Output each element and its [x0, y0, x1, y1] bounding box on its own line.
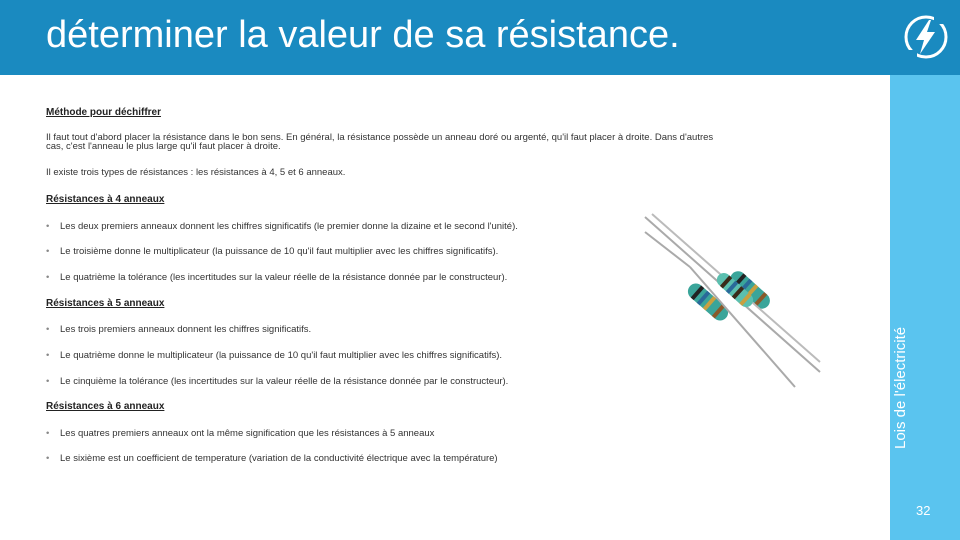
- bullet-icon: •: [46, 324, 50, 335]
- bullet-icon: •: [46, 246, 50, 257]
- title-bar: [0, 0, 890, 75]
- intro-line-1: Il faut tout d'abord placer la résistance dans le bon sens. En général, la résistance possède un anneau doré ou argenté, qu'il faut placer à droite. Dans d'autres: [46, 132, 714, 143]
- list-item: [46, 376, 508, 387]
- section-heading-6-rings: Résistances à 6 anneaux: [46, 401, 165, 412]
- section-heading-5-rings: Résistances à 5 anneaux: [46, 298, 165, 309]
- list-item-text: Le cinquième la tolérance (les incertitudes sur la valeur réelle de la résistance donnée par le constructeur).: [60, 376, 509, 387]
- types-line: Il existe trois types de résistances : les résistances à 4, 5 et 6 anneaux.: [46, 167, 346, 178]
- bullet-icon: •: [46, 272, 50, 283]
- page-number: 32: [916, 503, 931, 518]
- list-item-text: Les trois premiers anneaux donnent les chiffres significatifs.: [60, 324, 312, 335]
- list-item: [46, 324, 311, 335]
- list-item: [46, 428, 434, 439]
- bullet-icon: •: [46, 428, 50, 439]
- list-item: [46, 453, 498, 464]
- list-item: [46, 272, 507, 283]
- list-item: [46, 246, 498, 257]
- bullet-icon: •: [46, 453, 50, 464]
- slide-title: déterminer la valeur de sa résistance.: [46, 14, 680, 56]
- list-item-text: Les quatres premiers anneaux ont la même signification que les résistances à 5 anneaux: [60, 428, 435, 439]
- sidebar-top: [890, 0, 960, 75]
- list-item: [46, 350, 502, 361]
- list-item-text: Le quatrième la tolérance (les incertitudes sur la valeur réelle de la résistance donnée par le constructeur).: [60, 272, 508, 283]
- list-item-text: Le troisième donne le multiplicateur (la puissance de 10 qu'il faut multiplier avec les chiffres significatifs).: [60, 246, 499, 257]
- sidebar: [890, 0, 960, 540]
- resistors-photo: [640, 212, 825, 390]
- list-item-text: Le sixième est un coefficient de temperature (variation de la conductivité électrique avec la température): [60, 453, 498, 464]
- list-item-text: Le quatrième donne le multiplicateur (la puissance de 10 qu'il faut multiplier avec les chiffres significatifs).: [60, 350, 503, 361]
- lightning-bolt-icon: [901, 12, 951, 62]
- section-heading-4-rings: Résistances à 4 anneaux: [46, 194, 165, 205]
- method-heading: Méthode pour déchiffrer: [46, 107, 162, 118]
- bullet-icon: •: [46, 221, 50, 232]
- bullet-icon: •: [46, 376, 50, 387]
- sidebar-vertical-label: Lois de l'électricité: [892, 326, 909, 449]
- list-item: [46, 221, 518, 232]
- resistor-3: [652, 214, 820, 362]
- list-item-text: Les deux premiers anneaux donnent les chiffres significatifs (le premier donne la dizaine et le second l'unité).: [60, 221, 518, 232]
- intro-line-2: cas, c'est l'anneau le plus large qu'il faut placer à droite.: [46, 141, 281, 152]
- bullet-icon: •: [46, 350, 50, 361]
